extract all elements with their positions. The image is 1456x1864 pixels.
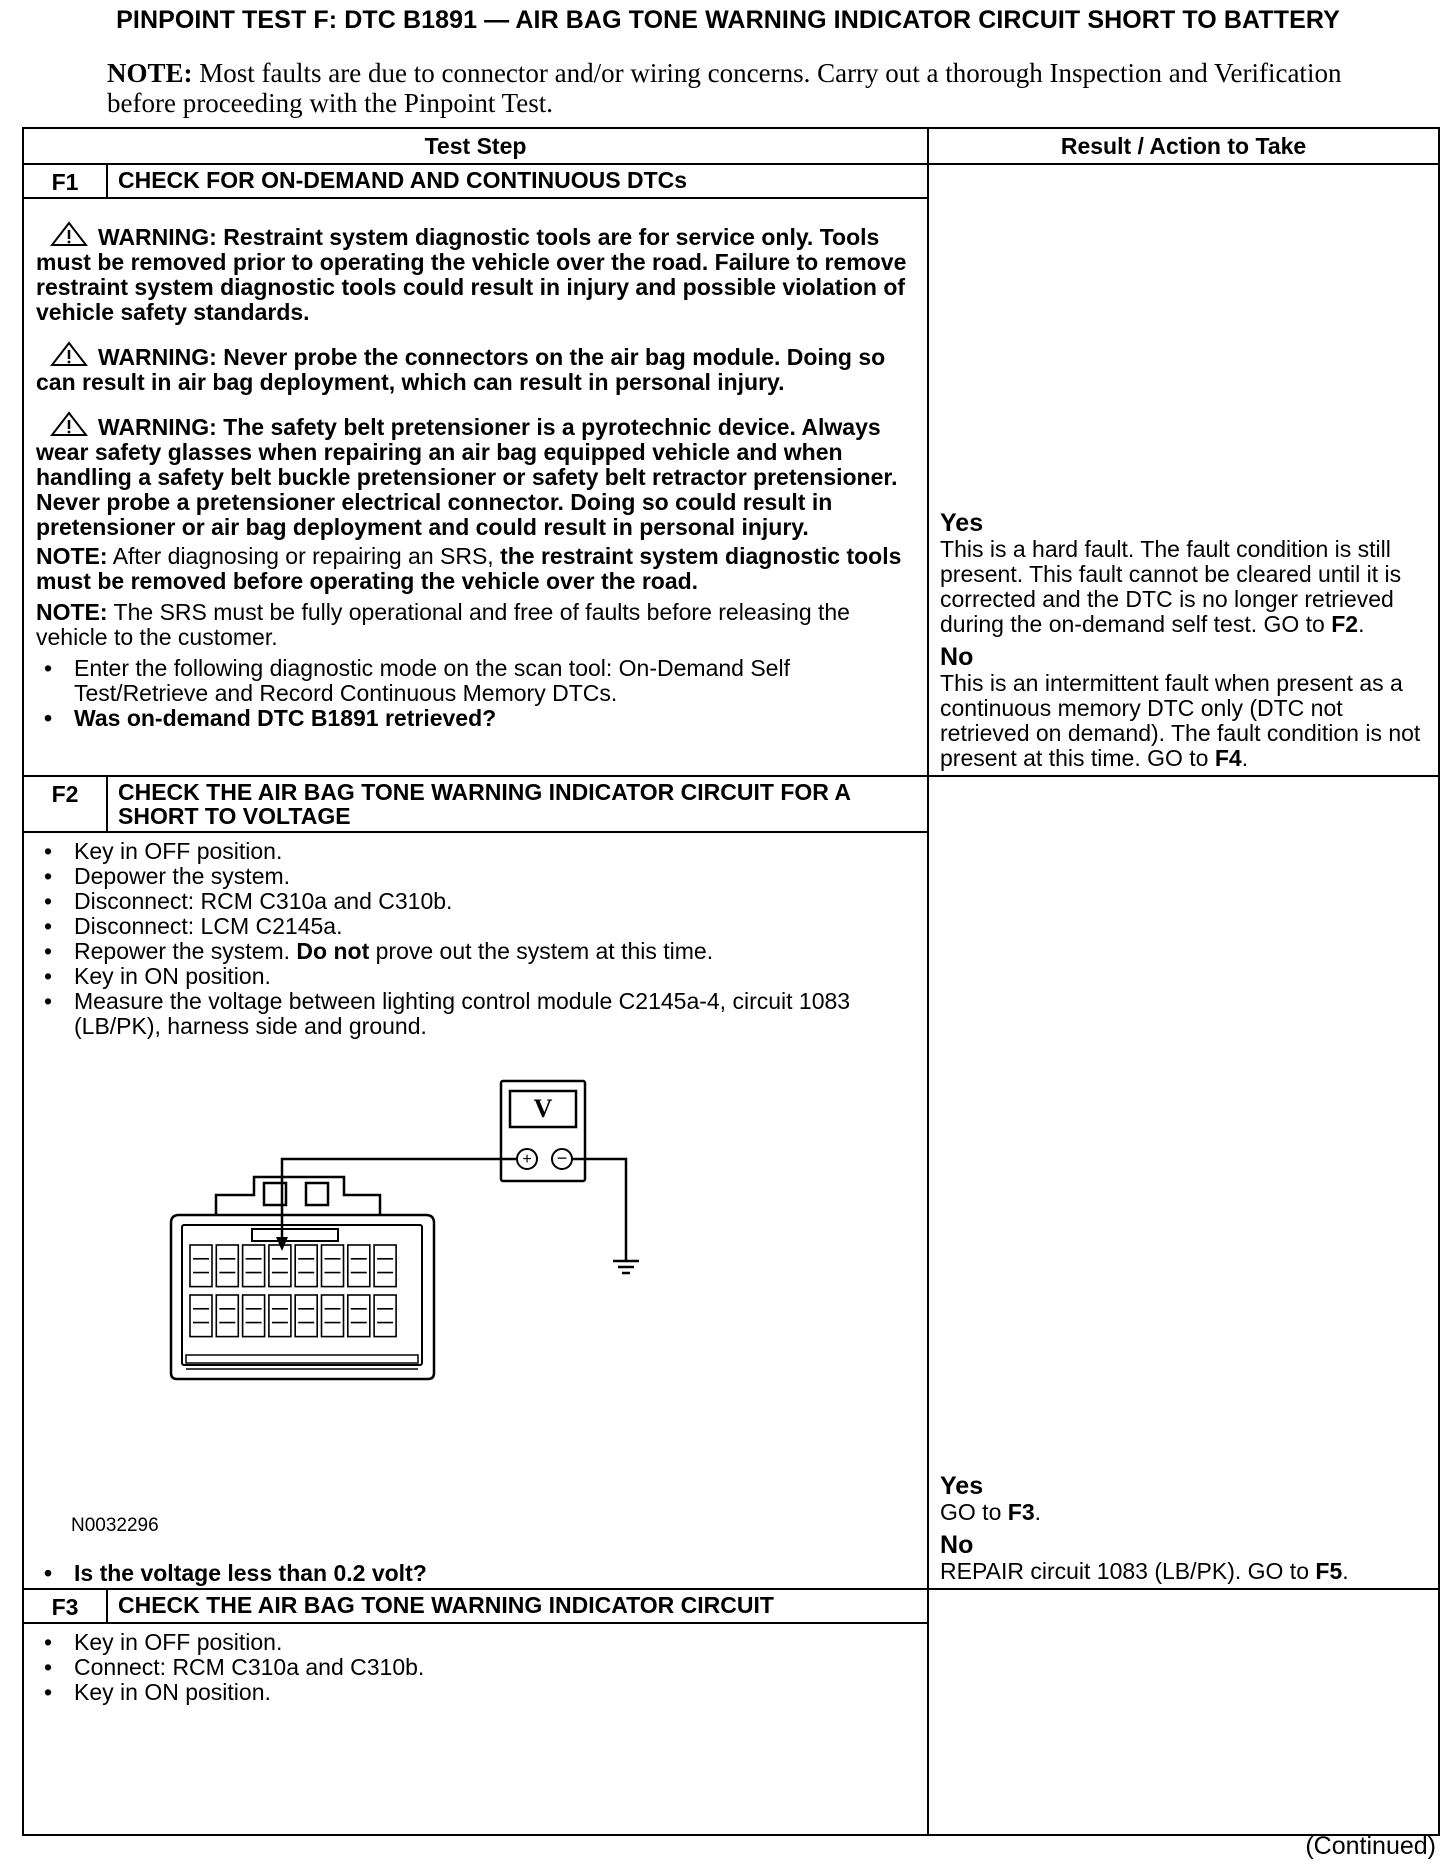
no-label: No [940,643,974,671]
connector-voltmeter-illustration [36,1065,816,1515]
step-id: F3 [23,1589,107,1623]
connector-cavity [269,1295,291,1337]
list-item: • Depower the system. [36,864,917,889]
connector-cavity [269,1245,291,1287]
col-header-result: Result / Action to Take [928,128,1439,164]
warning-2: WARNING: Never probe the connectors on the air bag module. Doing so can result in air bag deployment, which can result in personal injury. [36,341,917,395]
warning-triangle-icon [50,411,88,437]
step-f2-actions [36,839,917,1039]
no-action: REPAIR circuit 1083 (LB/PK). GO to F5. [940,1558,1349,1584]
note-label: NOTE: [107,58,193,88]
step-f3-body [23,1623,928,1835]
step-f3-title-row [23,1589,1439,1623]
note-text: Most faults are due to connector and/or wiring concerns. Carry out a thorough Inspection and Verification before proceeding with the Pinpoint Test. [107,58,1342,118]
yes-goto-link[interactable]: F3 [1007,1499,1035,1525]
step-id: F2 [23,776,107,832]
step-question: • Was on-demand DTC B1891 retrieved? [36,706,917,731]
warning-1: WARNING: Restraint system diagnostic tools are for service only. Tools must be removed prior to operating the vehicle over the road. Failure to remove restraint system diagnostic tools could result in injury and possible violation of vehicle safety standards. [36,221,917,325]
voltmeter-label: V [533,1094,553,1123]
connector-cavity [322,1245,344,1287]
connector-cavity [190,1245,212,1287]
pinpoint-test-table [22,127,1440,1836]
step-question: • Is the voltage less than 0.2 volt? [36,1561,917,1586]
step-f1-title-row [23,164,1439,198]
continued-label: (Continued) [1305,1832,1436,1860]
step-f1-actions [36,656,917,731]
voltage-measurement-diagram [36,1065,816,1535]
no-action: This is an intermittent fault when present as a continuous memory DTC only (DTC not retrieved on demand). The fault condition is not present at this time. GO to F4. [940,670,1421,771]
connector-cavity [216,1245,238,1287]
no-label: No [940,1531,974,1559]
step-title: CHECK THE AIR BAG TONE WARNING INDICATOR CIRCUIT FOR A SHORT TO VOLTAGE [107,776,928,832]
no-goto-link[interactable]: F4 [1214,745,1242,771]
list-item: • Connect: RCM C310a and C310b. [36,1655,917,1680]
list-item: • Key in OFF position. [36,1630,917,1655]
list-item: • Key in ON position. [36,1680,917,1705]
note-srs-tools: NOTE: After diagnosing or repairing an SRS, the restraint system diagnostic tools must be removed before operating the vehicle over the road. [36,543,902,594]
warning-triangle-icon [50,341,88,367]
step-f1-body [23,198,928,776]
connector-cavity [374,1245,396,1287]
connector-cavity [243,1245,265,1287]
yes-goto-link[interactable]: F2 [1331,611,1359,637]
step-f2-result [928,776,1439,1589]
step-f2-title-row [23,776,1439,832]
figure-id: N0032296 [71,1515,159,1536]
table-header-row [23,128,1439,164]
connector-cavity [374,1295,396,1337]
list-item: • Enter the following diagnostic mode on the scan tool: On-Demand Self Test/Retrieve and Record Continuous Memory DTCs. [36,656,917,706]
svg-text:−: − [556,1148,568,1168]
step-id: F1 [23,164,107,198]
step-f3-result [928,1589,1439,1835]
warning-triangle-icon [50,221,88,247]
intro-note [107,58,1407,118]
step-title: CHECK THE AIR BAG TONE WARNING INDICATOR CIRCUIT [107,1589,928,1623]
connector-cavity [243,1295,265,1337]
step-title: CHECK FOR ON-DEMAND AND CONTINUOUS DTCs [107,164,928,198]
step-f3-actions [36,1630,917,1705]
no-goto-link[interactable]: F5 [1315,1558,1343,1584]
col-header-test-step: Test Step [23,128,928,164]
connector-cavity [295,1245,317,1287]
list-item: • Key in ON position. [36,964,917,989]
warning-3: WARNING: The safety belt pretensioner is a pyrotechnic device. Always wear safety glasses when repairing an air bag equipped vehicle and when handling a safety belt buckle pretensioner or safety belt retractor pretensioner. Never probe a pretensioner electrical connector. Doing so could result in pretensioner or air bag deployment and could result in personal injury. [36,411,917,540]
list-item: • Key in OFF position. [36,839,917,864]
connector-cavity [216,1295,238,1337]
connector-cavity [348,1245,370,1287]
list-item: • Repower the system. Do not prove out the system at this time. [36,939,917,964]
yes-label: Yes [940,1472,984,1500]
connector-cavity [348,1295,370,1337]
list-item: • Measure the voltage between lighting control module C2145a-4, circuit 1083 (LB/PK), harness side and ground. [36,989,917,1039]
yes-action: This is a hard fault. The fault condition is still present. This fault cannot be cleared until it is corrected and the DTC is no longer retrieved during the on-demand self test. GO to F2. [940,536,1402,637]
step-f1-result [928,164,1439,776]
step-f2-body [23,832,928,1589]
yes-label: Yes [940,509,984,537]
connector-cavity [190,1295,212,1337]
page-title: PINPOINT TEST F: DTC B1891 — AIR BAG TONE WARNING INDICATOR CIRCUIT SHORT TO BATTERY [116,6,1340,34]
note-srs-operational: NOTE: The SRS must be fully operational and free of faults before releasing the vehicle to the customer. [36,599,850,650]
svg-text:+: + [522,1151,532,1168]
connector-cavity [322,1295,344,1337]
yes-action: GO to F3. [940,1499,1041,1525]
connector-cavity [295,1295,317,1337]
list-item: • Disconnect: LCM C2145a. [36,914,917,939]
list-item: • Disconnect: RCM C310a and C310b. [36,889,917,914]
